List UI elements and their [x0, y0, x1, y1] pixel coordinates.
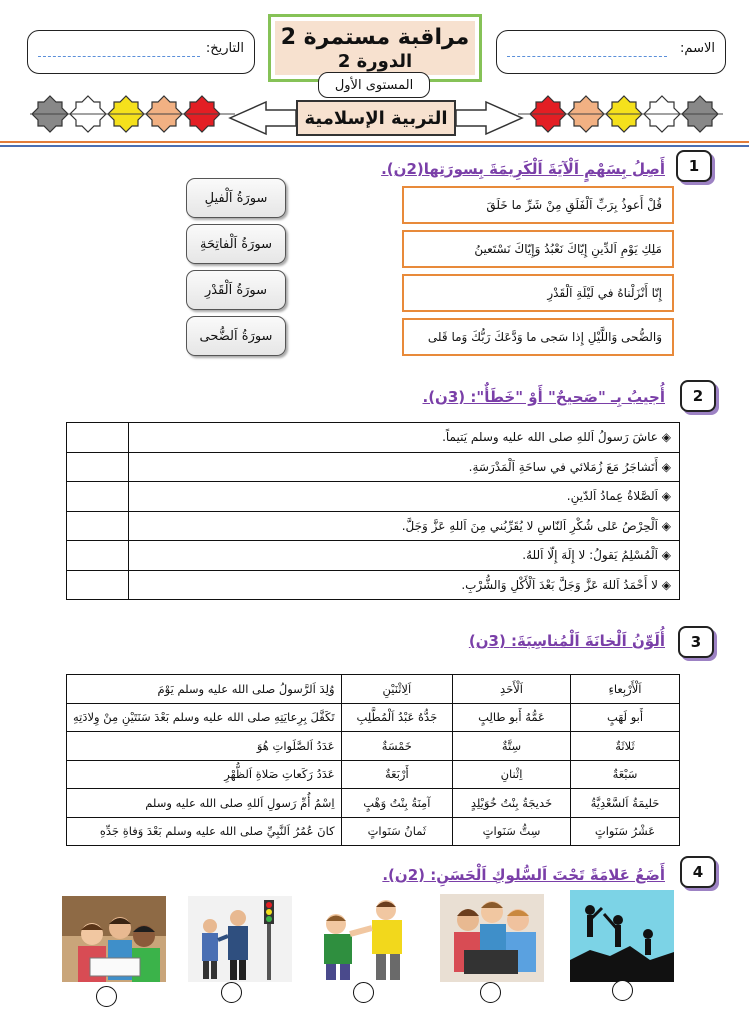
option-cell[interactable]: آمِنَةُ بِنْتُ وَهْبٍ	[341, 789, 452, 818]
answer-circle-3[interactable]	[353, 982, 374, 1003]
answer-cell[interactable]	[67, 570, 129, 600]
choice-table	[66, 674, 680, 846]
table-row	[67, 541, 680, 571]
section2-number: 2	[680, 380, 716, 412]
question-cell: تَكَفَّلَ بِرِعايَتِهِ صلى الله عليه وسلم بَعْدَ سَنَتَيْنِ مِنْ وِلادَتِهِ	[67, 703, 342, 732]
option-cell[interactable]: اَلْأَرْبِعاءِ	[570, 675, 679, 704]
surah-box-4[interactable]: سورَةُ اَلضُّحى	[186, 316, 286, 356]
option-cell[interactable]: سَبْعَةٌ	[570, 760, 679, 789]
table-row	[67, 482, 680, 512]
option-cell[interactable]: سِتُّ سَنَواتٍ	[453, 817, 571, 846]
helping-old-man-image	[188, 896, 292, 982]
header-divider-blue	[0, 145, 749, 147]
date-line	[38, 56, 200, 57]
statement-text: اَلْمُسْلِمُ يَقولُ: لا إِلَهَ إِلّا اَللهُ.	[522, 548, 658, 563]
boys-fighting-image	[312, 894, 414, 982]
option-cell[interactable]: اِثْنانِ	[453, 760, 571, 789]
date-field[interactable]	[27, 30, 255, 74]
table-row	[67, 703, 680, 732]
question-cell: كانَ عُمُرُ اَلنَّبِيِّ صلى الله عليه وسلم بَعْدَ وَفاةِ جَدِّهِ	[67, 817, 342, 846]
statement-cell: ◈ اَلْمُسْلِمُ يَقولُ: لا إِلَهَ إِلّا اَللهُ.	[129, 541, 680, 571]
statement-text: اَلصَّلاةُ عِمادُ اَلدّينِ.	[566, 489, 658, 504]
statement-cell: ◈ عاشَ رَسولُ اَللهِ صلى الله عليه وسلم يَتيماً.	[129, 423, 680, 453]
statement-text: عاشَ رَسولُ اَللهِ صلى الله عليه وسلم يَتيماً.	[442, 430, 658, 445]
option-cell[interactable]: جَدُّهُ عَبْدُ اَلْمُطَّلِبِ	[341, 703, 452, 732]
name-field[interactable]	[496, 30, 726, 74]
helping-climb-image	[570, 890, 674, 982]
answer-cell[interactable]	[67, 452, 129, 482]
answer-circle-5[interactable]	[96, 986, 117, 1007]
answer-cell[interactable]	[67, 423, 129, 453]
table-row	[67, 760, 680, 789]
exam-title: مراقبة مستمرة 2	[280, 24, 470, 50]
header-divider-orange	[0, 141, 749, 143]
option-cell[interactable]: حَليمَةُ اَلسَّعْدِيَّةُ	[570, 789, 679, 818]
option-cell[interactable]: سِتَّةٌ	[453, 732, 571, 761]
table-row	[67, 732, 680, 761]
question-cell: عَدَدُ رَكَعاتِ صَلاةِ اَلظُّهْرِ	[67, 760, 342, 789]
section4-number: 4	[680, 856, 716, 888]
option-cell[interactable]: أَبو لَهَبٍ	[570, 703, 679, 732]
answer-circle-4[interactable]	[221, 982, 242, 1003]
verse-box-3: إِنّا أَنْزَلْناهُ في لَيْلَةِ اَلْقَدْرِ	[402, 274, 674, 312]
level-badge: المستوى الأول	[318, 72, 430, 98]
ornament-left-icon	[30, 92, 235, 136]
verse-box-4: وَالضُّحى وَاللَّيْلِ إِذا سَجى ما وَدَّعَكَ رَبُّكَ وَما قَلى	[402, 318, 674, 356]
table-row	[67, 511, 680, 541]
option-cell[interactable]: اَلِاثْنَيْنِ	[341, 675, 452, 704]
surah-box-1[interactable]: سورَةُ اَلْفيلِ	[186, 178, 286, 218]
table-row	[67, 423, 680, 453]
verse-box-2: مَلِكِ يَوْمِ اَلدِّينِ إِيّاكَ نَعْبُدُ وَإِيّاكَ نَسْتَعينُ	[402, 230, 674, 268]
option-cell[interactable]: ثَمانُ سَنَواتٍ	[341, 817, 452, 846]
statement-cell: ◈ أَتَشاجَرُ مَعَ زُمَلائي في ساحَةِ اَلْمَدْرَسَةِ.	[129, 452, 680, 482]
section3-number: 3	[678, 626, 714, 658]
statement-text: اَلْحِرْصُ عَلى شُكْرِ اَلنّاسِ لا يُقَرِّبُني مِنَ اَللهِ عَزَّ وَجَلَّ.	[401, 518, 658, 533]
table-row	[67, 789, 680, 818]
option-cell[interactable]: أَرْبَعَةٌ	[341, 760, 452, 789]
statement-cell: ◈ اَلْحِرْصُ عَلى شُكْرِ اَلنّاسِ لا يُقَرِّبُني مِنَ اَللهِ عَزَّ وَجَلَّ.	[129, 511, 680, 541]
surah-box-3[interactable]: سورَةُ اَلْقَدْرِ	[186, 270, 286, 310]
section2-title: أُجيبُ بِـ "صَحيحٌ" أَوْ "خَطَأٌ": (3ن).	[422, 388, 665, 406]
answer-circle-2[interactable]	[480, 982, 501, 1003]
option-cell[interactable]: عَمُّهُ أَبو طالِبٍ	[453, 703, 571, 732]
subject-title: التربية الإسلامية	[296, 100, 456, 136]
option-cell[interactable]: خَديجَةُ بِنْتُ خُوَيْلِدٍ	[453, 789, 571, 818]
surah-box-2[interactable]: سورَةُ اَلْفاتِحَةِ	[186, 224, 286, 264]
name-label: الاسم:	[680, 41, 715, 56]
children-reading-image	[62, 896, 166, 982]
option-cell[interactable]: خَمْسَةٌ	[341, 732, 452, 761]
table-row	[67, 817, 680, 846]
answer-cell[interactable]	[67, 511, 129, 541]
question-cell: اِسْمُ أُمِّ رَسولِ اَللهِ صلى الله عليه وسلم	[67, 789, 342, 818]
statement-cell: ◈ لا أَحْمَدُ اَللهَ عَزَّ وَجَلَّ بَعْدَ اَلْأَكْلِ وَالشُّرْبِ.	[129, 570, 680, 600]
ornament-right-icon	[518, 92, 723, 136]
children-computer-image	[440, 894, 544, 982]
verse-box-1: قُلْ أَعوذُ بِرَبِّ اَلْفَلَقِ مِنْ شَرِّ ما خَلَقَ	[402, 186, 674, 224]
section1-number: 1	[676, 150, 712, 182]
date-label: التاريخ:	[205, 41, 244, 56]
answer-cell[interactable]	[67, 482, 129, 512]
section4-title: أَضَعُ عَلامَةً تَحْتَ اَلسُّلوكِ اَلْحَسَنِ: (2ن).	[382, 866, 665, 884]
table-row	[67, 452, 680, 482]
option-cell[interactable]: ثَلاثَةٌ	[570, 732, 679, 761]
statement-cell: ◈ اَلصَّلاةُ عِمادُ اَلدّينِ.	[129, 482, 680, 512]
answer-cell[interactable]	[67, 541, 129, 571]
option-cell[interactable]: عَشْرُ سَنَواتٍ	[570, 817, 679, 846]
exam-period: الدورة 2	[337, 50, 413, 72]
true-false-table	[66, 422, 680, 600]
question-cell: عَدَدُ اَلصَّلَواتِ هُوَ	[67, 732, 342, 761]
table-row	[67, 570, 680, 600]
table-row	[67, 675, 680, 704]
statement-text: لا أَحْمَدُ اَللهَ عَزَّ وَجَلَّ بَعْدَ اَلْأَكْلِ وَالشُّرْبِ.	[461, 577, 658, 592]
option-cell[interactable]: اَلْأَحَدِ	[453, 675, 571, 704]
section3-title: أُلَوِّنُ اَلْخانَةَ اَلْمُناسِبَةَ: (3ن)	[468, 632, 665, 650]
answer-circle-1[interactable]	[612, 980, 633, 1001]
question-cell: وُلِدَ اَلرَّسولُ صلى الله عليه وسلم يَوْمَ	[67, 675, 342, 704]
name-line	[507, 56, 667, 57]
section1-title: أَصِلُ بِسَهْمٍ اَلْآيَةَ اَلْكَرِيمَةَ بِسورَتِها(2ن).	[381, 160, 665, 178]
statement-text: أَتَشاجَرُ مَعَ زُمَلائي في ساحَةِ اَلْمَدْرَسَةِ.	[468, 459, 658, 474]
